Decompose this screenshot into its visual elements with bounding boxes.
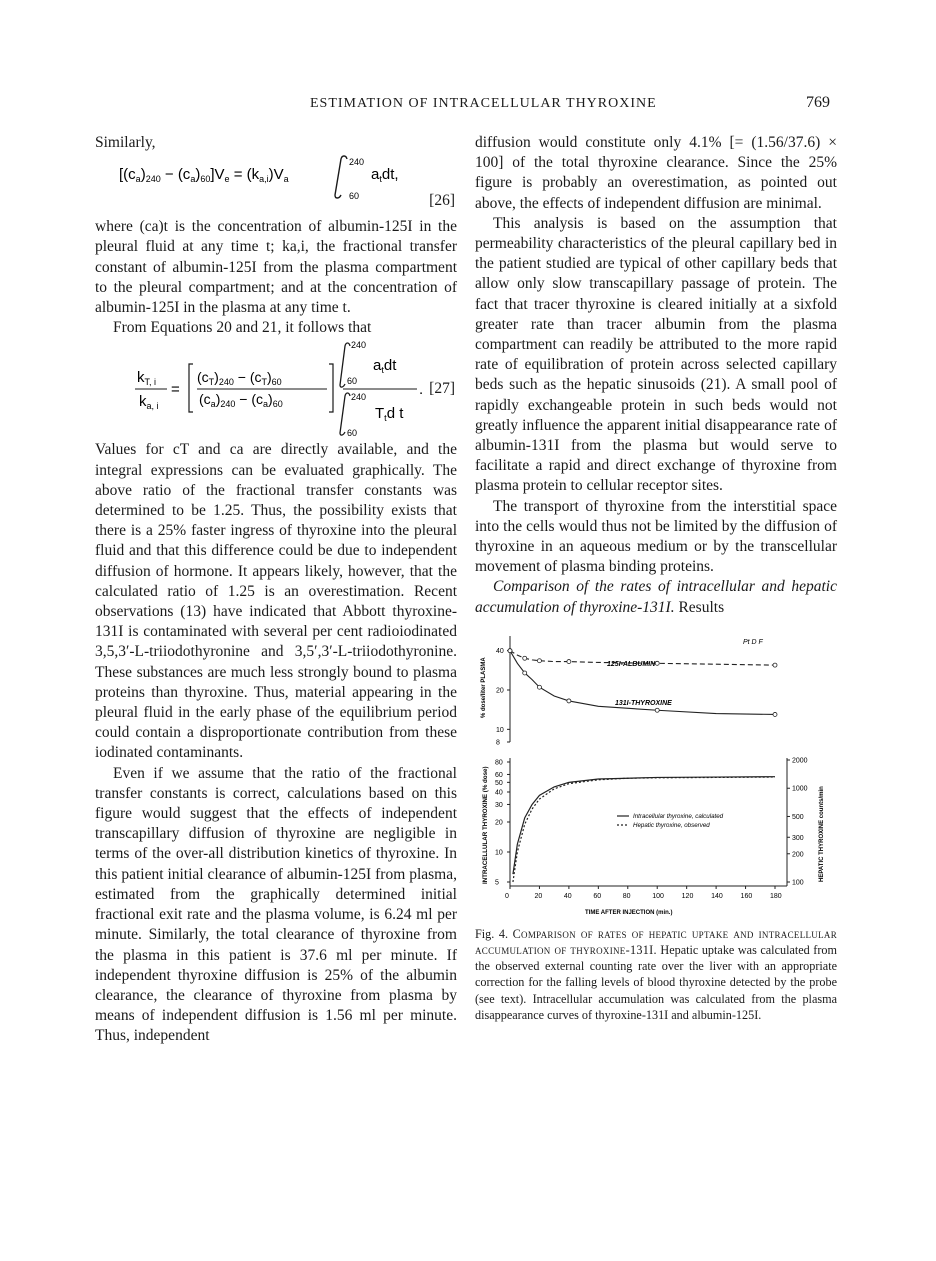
svg-text:240: 240: [351, 392, 367, 403]
bottom-panel-y2label: HEPATIC THYROXINE counts/min: [819, 786, 825, 882]
svg-text:atdt: $a_tdt$: [373, 357, 397, 376]
bottom-y2tick-label: 300: [792, 834, 804, 842]
bottom-xtick-label: 60: [593, 892, 602, 900]
bottom-xtick-label: 140: [711, 892, 723, 900]
svg-text:atdt,: $a_tdt$,: [371, 166, 399, 185]
bottom-xtick-label: 100: [652, 892, 664, 900]
caption-label: Fig. 4.: [475, 926, 509, 941]
bottom-y2tick-label: 200: [792, 851, 804, 859]
svg-text:(ca)240 − (ca)60: $(c_a)_{240} - (c_a)_{60}$: [199, 391, 283, 410]
albumin-point: [567, 659, 571, 663]
equation-27: [95, 338, 457, 440]
bottom-xtick-label: 0: [505, 892, 509, 900]
comparison-continuation: Results: [674, 598, 725, 616]
equation-27-graphic: [95, 338, 457, 440]
paragraph-from-equations: From Equations 20 and 21, it follows that: [113, 319, 372, 337]
figure-4-caption: [475, 926, 837, 1023]
albumin-point: [773, 663, 777, 667]
bottom-y2tick-label: 500: [792, 813, 804, 821]
running-title: ESTIMATION OF INTRACELLULAR THYROXINE: [310, 96, 657, 111]
thyroxine-point: [655, 708, 659, 712]
bottom-xtick-label: 80: [622, 892, 631, 900]
bottom-ytick-label: 60: [495, 771, 503, 779]
legend-calculated: Intracellular thyroxine, calculated: [633, 812, 724, 820]
integral-sign: [335, 156, 347, 198]
bottom-ytick-label: 50: [495, 779, 503, 787]
bottom-panel-xlabel: TIME AFTER INJECTION (min.): [585, 909, 673, 916]
top-label-albumin: 125I-ALBUMIN: [607, 660, 656, 668]
bottom-ytick-label: 80: [495, 759, 503, 767]
top-ytick-label: 40: [496, 648, 504, 656]
svg-text:60: 60: [347, 428, 358, 439]
paragraph-even-if: Even if we assume that the ratio of the fractional transfer constants is correct, calculations based on this figure would suggest that the effects of independent transcapillary diffusion of thyroxine are negligible in terms of the over-all distribution kinetics of thyroxine. In this patient initial clearance of albumin-125I from plasma, estimated from the graphically determined initial fractional exit rate and the plasma volume, is 6.24 ml per minute. Similarly, the total clearance of thyroxine from the plasma in this patient is 37.6 ml per minute. If independent thyroxine diffusion is 25% of the albumin clearance, the clearance of thyroxine from plasma by means of independent diffusion is 1.56 ml per minute. Thus, independent: [95, 764, 457, 1045]
svg-text:60: 60: [349, 191, 360, 202]
bottom-ytick-label: 30: [495, 801, 503, 809]
bottom-xtick-label: 40: [563, 892, 572, 900]
right-column: [475, 133, 837, 1023]
albumin-point: [655, 661, 659, 665]
bottom-y2tick-label: 100: [792, 879, 804, 887]
left-column: [95, 133, 457, 1047]
paragraph-similarly: Similarly,: [95, 134, 156, 151]
paragraph-diffusion: diffusion would constitute only 4.1% [= (1.56/37.6) × 100] of the total thyroxine clearance. Since the 25% figure is probably an overestimation, as pointed out above, the effects of independent diffusion are minimal.: [475, 134, 837, 212]
svg-text:240: 240: [349, 157, 365, 168]
top-ytick-label: 8: [496, 739, 500, 747]
thyroxine-point: [537, 685, 541, 689]
equation-26-graphic: [95, 153, 457, 217]
top-ytick-label: 20: [496, 687, 504, 695]
equation-26: [95, 153, 457, 217]
thyroxine-point: [567, 699, 571, 703]
figure-4: [475, 626, 837, 922]
top-panel-corner-note: Pt D F: [743, 638, 763, 646]
svg-text:Ttd t: $T_td$ t: [375, 405, 404, 424]
paragraph-comparison: [475, 577, 837, 617]
equation-27-number: [27]: [429, 380, 455, 398]
bottom-y2tick-label: 1000: [792, 785, 808, 793]
page-number: 769: [806, 94, 830, 111]
paragraph-analysis: This analysis is based on the assumption that permeability characteristics of the pleural capillary bed in the patient studied are typical of other capillary beds that allow only slow transcapillary passage of protein. The fact that tracer thyroxine is cleared initially at a sixfold greater rate than tracer albumin from the plasma compartment can readily be attributed to the more rapid rate of equilibration of protein across selected capillary beds such as the hepatic sinusoids (21). A small pool of rapidly exchangeable protein in such beds would not greatly influence the apparent initial disappearance rate of albumin-131I from the plasma but would serve to facilitate a rapid and direct exchange of thyroxine from plasma protein to cellular receptor sites.: [475, 214, 837, 495]
bottom-xtick-label: 160: [740, 892, 753, 900]
hepatic-curve: [513, 777, 775, 882]
thyroxine-point: [773, 712, 777, 716]
caption-body: Hepatic uptake was calculated from the observed external counting rate over the liver with an appropriate correction for the falling levels of blood thyroxine detected by the probe (see text). Intracellular accumulation was calculated from the plasma disappearance curves of thyroxine-131I and albumin-125I.: [475, 943, 837, 1022]
bottom-panel-ylabel: INTRACELLULAR THYROXINE (% dose): [482, 766, 489, 884]
equation-26-number: [26]: [429, 192, 455, 210]
svg-text:60: 60: [347, 376, 358, 387]
comparison-heading: Comparison of the rates of intracellular and hepatic accumulation of thyroxine-131I.: [475, 578, 837, 616]
figure-4-chart: [475, 626, 837, 922]
caption-title: Comparison of rates of hepatic uptake and intracellular accumulation of thyroxine-131I.: [475, 926, 837, 958]
bottom-y2tick-label: 2000: [792, 757, 808, 765]
top-panel-ylabel: % dose/liter PLASMA: [481, 657, 487, 718]
legend-observed: Hepatic thyroxine, observed: [633, 821, 710, 829]
bottom-ytick-label: 10: [495, 849, 503, 857]
bottom-xtick-label: 180: [770, 892, 782, 900]
bottom-xtick-label: 120: [681, 892, 694, 900]
top-ytick-label: 10: [496, 726, 504, 734]
albumin-point: [523, 656, 527, 660]
albumin-point: [537, 659, 541, 663]
paragraph-where: where (ca)t is the concentration of albumin-125I in the pleural fluid at any time t; ka,i, the fractional transfer constant of albumin-125I from the plasma compartment to the pleural compartment; and at the concentration of albumin-125I in the plasma at any time t.: [95, 218, 457, 317]
svg-text:kT, i: $k_{T, i}$: [137, 369, 157, 388]
paragraph-transport: The transport of thyroxine from the interstitial space into the cells would thus not be limited by the diffusion of thyroxine in an aqueous medium or by the transcellular movement of plasma binding proteins.: [475, 497, 837, 576]
svg-text:(cT)240 − (cT)60: $(c_T)_{240} - (c_T)_{60}$: [197, 369, 282, 388]
top-label-thyroxine: 131I-THYROXINE: [615, 699, 672, 707]
svg-text:ka, i: $k_{a, i}$: [139, 393, 159, 412]
eq26-expression: $[(c_a)_{240} - (c_a)_{60}]V_e = (k_{a,i})V_a$: [119, 166, 289, 185]
svg-text:=: =: [171, 381, 180, 399]
svg-text:.: .: [419, 381, 424, 399]
bottom-ytick-label: 20: [495, 819, 503, 827]
thyroxine-point: [523, 671, 527, 675]
page-header: [0, 96, 936, 118]
bottom-ytick-label: 5: [495, 879, 499, 887]
svg-text:240: 240: [351, 340, 367, 351]
thyroxine-point: [508, 649, 512, 653]
bottom-ytick-label: 40: [495, 789, 503, 797]
paragraph-values: Values for cT and ca are directly available, and the integral expressions can be evaluated graphically. The above ratio of the fractional transfer constants was determined to be 1.25. Thus, the possibility exists that there is a 25% faster ingress of thyroxine into the pleural fluid and that this difference could be due to independent diffusion of hormone. It appears likely, however, that the calculated ratio of 1.25 is an overestimation. Recent observations (13) have indicated that Abbott thyroxine-131I is contaminated with several per cent radioiodinated 3,5,3′-L-triiodothyronine and 3,5′,3′-L-triiodothyronine. These substances are much less strongly bound to plasma proteins than thyroxine. Thus, material appearing in the pleural fluid in the early phase of the equilibrium period could contain a disproportionate contribution from these iodinated contaminants.: [95, 441, 457, 762]
bottom-xtick-label: 20: [534, 892, 543, 900]
